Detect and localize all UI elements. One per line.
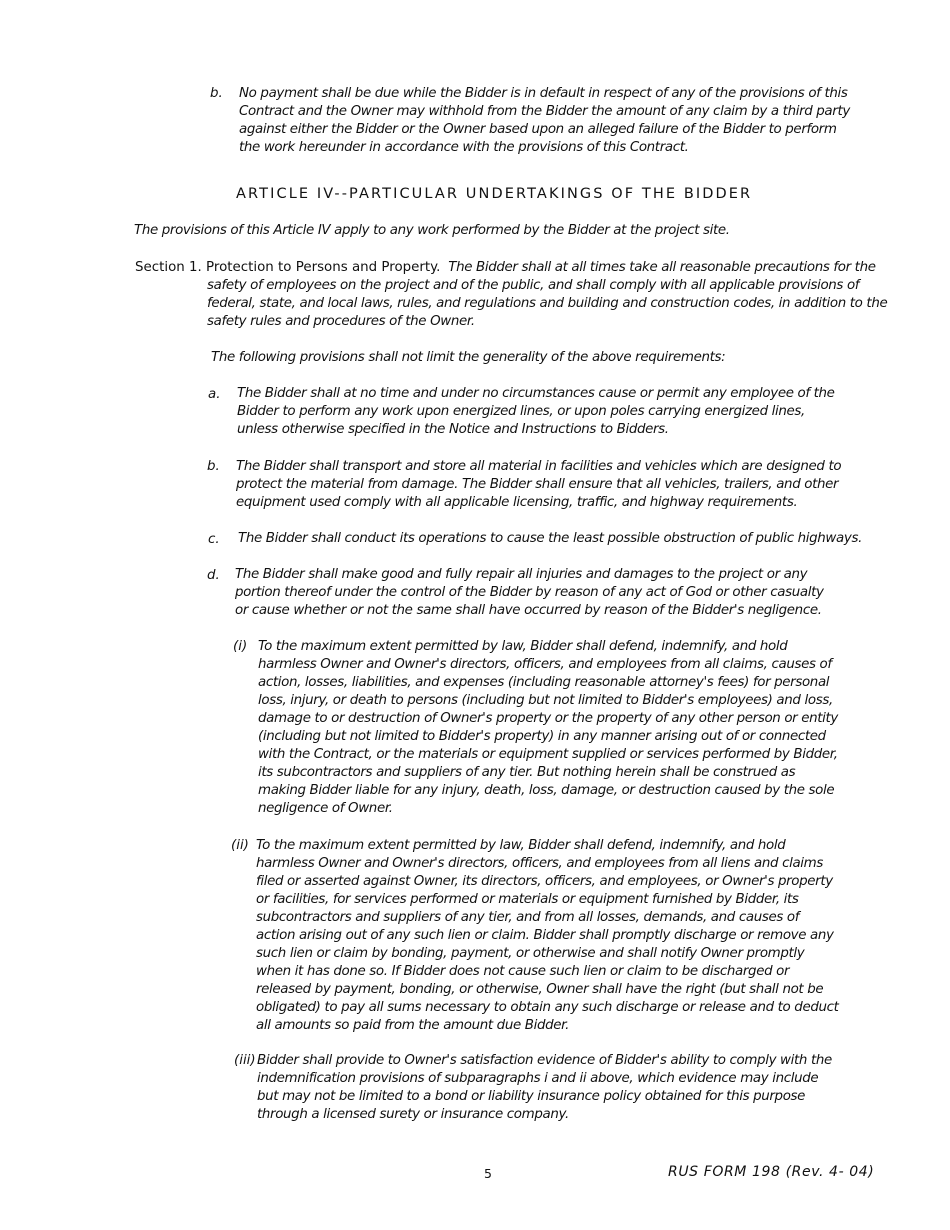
item-c-text: The Bidder shall conduct its operations to cause the least possible obstruction of public highways. <box>238 531 862 546</box>
subitem-marker: (ii) <box>231 838 249 853</box>
article-intro: The provisions of this Article IV apply to any work performed by the Bidder at the project site. <box>134 223 730 238</box>
subitem-marker: (i) <box>233 639 248 654</box>
item-marker: b. <box>207 459 220 474</box>
section-1-title: Section 1. Protection to Persons and Property. <box>135 260 441 275</box>
item-marker: a. <box>208 387 221 402</box>
section-1-text: The Bidder shall at all times take all reasonable precautions for the safety of employees on the project and of the public, and shall comply with all applicable provisions of federal, state, and local laws, rules, and regulations and building and construction codes, in addition to the safety rules and procedures of the Owner. <box>207 260 888 329</box>
item-b-text: No payment shall be due while the Bidder is in default in respect of any of the provisions of this Contract and the Owner may withhold from the Bidder the amount of any claim by a third party against either the Bidder or the Owner based upon an alleged failure of the Bidder to perform the work hereunder in accordance with the provisions of this Contract. <box>239 86 850 155</box>
item-marker: d. <box>207 568 220 583</box>
item-marker: b. <box>210 86 223 101</box>
page-number: 5 <box>484 1166 492 1181</box>
article-heading: ARTICLE IV--PARTICULAR UNDERTAKINGS OF THE BIDDER <box>236 186 753 202</box>
item-a-text: The Bidder shall at no time and under no circumstances cause or permit any employee of the Bidder to perform any work upon energized lines, or upon poles carrying energized lines, unless otherwise specified in the Notice and Instructions to Bidders. <box>237 386 835 437</box>
item-marker: c. <box>208 532 220 547</box>
item-b2-text: The Bidder shall transport and store all material in facilities and vehicles which are designed to protect the material from damage. The Bidder shall ensure that all vehicles, trailers, and other equipment used comply with all applicable licensing, traffic, and highway requirements. <box>236 459 842 510</box>
subitem-i-text: To the maximum extent permitted by law, Bidder shall defend, indemnify, and hold harmless Owner and Owner's directors, officers, and employees from all claims, causes of action, losses, liabilities, and expenses (including reasonable attorney's fees) for personal loss, injury, or death to persons (including but not limited to Bidder's employees) and loss, damage to or destruction of Owner's property or the property of any other person or entity (including but not limited to Bidder's property) in any manner arising out of or connected with the Contract, or the materials or equipment supplied or services performed by Bidder, its subcontractors and suppliers of any tier. But nothing herein shall be construed as making Bidder liable for any injury, death, loss, damage, or destruction caused by the sole negligence of Owner. <box>258 639 839 816</box>
subitem-marker: (iii) <box>234 1053 256 1068</box>
item-d-text: The Bidder shall make good and fully repair all injuries and damages to the project or any portion thereof under the control of the Bidder by reason of any act of God or other casualty or cause whether or not the same shall have occurred by reason of the Bidder's negligence. <box>235 567 824 618</box>
subitem-ii-text: To the maximum extent permitted by law, Bidder shall defend, indemnify, and hold harmless Owner and Owner's directors, officers, and employees from all liens and claims filed or asserted against Owner, its directors, officers, and employees, or Owner's property or facilities, for services performed or materials or equipment furnished by Bidder, its subcontractors and suppliers of any tier, and from all losses, demands, and causes of action arising out of any such lien or claim. Bidder shall promptly discharge or remove any such lien or claim by bonding, payment, or otherwise and shall notify Owner promptly when it has done so. If Bidder does not cause such lien or claim to be discharged or released by payment, bonding, or otherwise, Owner shall have the right (but shall not be obligated) to pay all sums necessary to obtain any such discharge or release and to deduct all amounts so paid from the amount due Bidder. <box>256 838 839 1033</box>
section-1 <box>135 259 907 331</box>
following-provisions: The following provisions shall not limit the generality of the above requirements: <box>211 350 726 365</box>
subitem-iii-text: Bidder shall provide to Owner's satisfaction evidence of Bidder's ability to comply with the indemnification provisions of subparagraphs i and ii above, which evidence may include but may not be limited to a bond or liability insurance policy obtained for this purpose through a licensed surety or insurance company. <box>257 1053 832 1122</box>
form-identifier: RUS FORM 198 (Rev. 4- 04) <box>668 1164 875 1180</box>
